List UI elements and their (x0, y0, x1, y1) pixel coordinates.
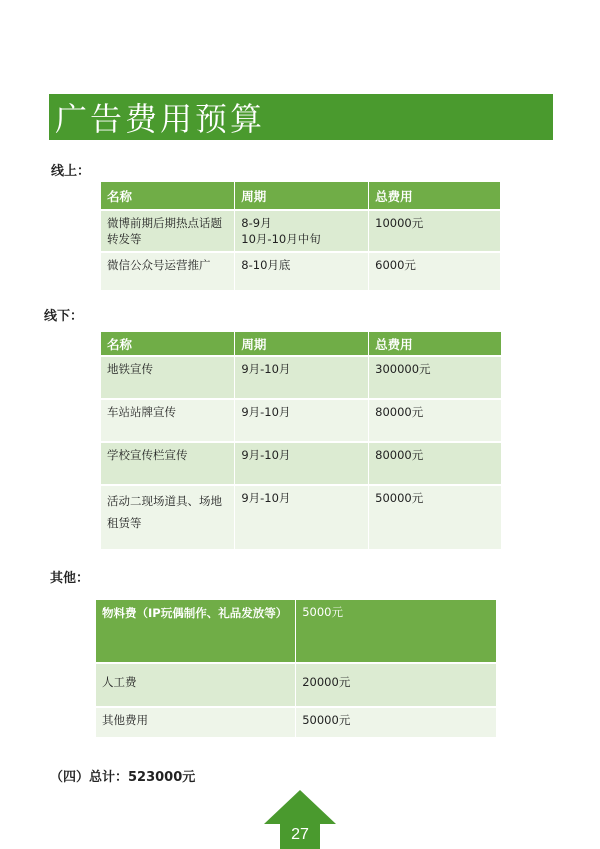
col-header-name: 名称 (101, 182, 235, 210)
cell-cost: 80000元 (369, 442, 502, 485)
page-number: 27 (291, 826, 309, 843)
grand-total: （四）总计：523000元 (50, 770, 196, 785)
cell-period: 8-10月底 (235, 252, 369, 290)
cell-cost: 10000元 (369, 210, 501, 252)
cell-name: 微信公众号运营推广 (101, 252, 235, 290)
cell-period: 9月-10月 (235, 442, 369, 485)
cell-name: 微博前期后期热点话题转发等 (101, 210, 235, 252)
cell-name: 车站站牌宣传 (101, 399, 235, 442)
cell-cost: 50000元 (296, 707, 497, 737)
table-row (101, 356, 502, 399)
cell-name: 人工费 (96, 663, 296, 707)
offline-table (101, 332, 502, 549)
cell-cost: 6000元 (369, 252, 501, 290)
cell-period: 9月-10月 (235, 485, 369, 549)
page-title: 广告费用预算 (55, 100, 266, 138)
table-row (101, 252, 501, 290)
cell-name: 活动二现场道具、场地租赁等 (101, 485, 235, 549)
title-banner (49, 94, 553, 140)
table-row (96, 599, 497, 663)
table-row (101, 399, 502, 442)
cell-name: 地铁宣传 (101, 356, 235, 399)
col-header-period: 周期 (235, 332, 369, 356)
col-header-name: 名称 (101, 332, 235, 356)
online-label: 线上： (51, 164, 91, 179)
col-header-cost: 总费用 (369, 182, 501, 210)
cell-period: 9月-10月 (235, 399, 369, 442)
cell-cost: 80000元 (369, 399, 502, 442)
cell-name: 其他费用 (96, 707, 296, 737)
table-row (101, 210, 501, 252)
cell-period: 9月-10月 (235, 356, 369, 399)
table-row (96, 663, 497, 707)
offline-label: 线下： (44, 309, 84, 324)
cell-name: 学校宣传栏宣传 (101, 442, 235, 485)
cell-cost: 20000元 (296, 663, 497, 707)
col-header-cost: 总费用 (369, 332, 502, 356)
cell-cost: 50000元 (369, 485, 502, 549)
table-row (96, 707, 497, 737)
other-table (96, 598, 497, 737)
col-header-period: 周期 (235, 182, 369, 210)
cell-period: 8-9月 10月-10月中旬 (235, 210, 369, 252)
table-row (101, 442, 502, 485)
cell-name: 物料费（IP玩偶制作、礼品发放等） (96, 599, 296, 663)
other-label: 其他： (50, 571, 90, 586)
online-table (101, 182, 501, 290)
table-row (101, 485, 502, 549)
cell-cost: 300000元 (369, 356, 502, 399)
cell-cost: 5000元 (296, 599, 497, 663)
